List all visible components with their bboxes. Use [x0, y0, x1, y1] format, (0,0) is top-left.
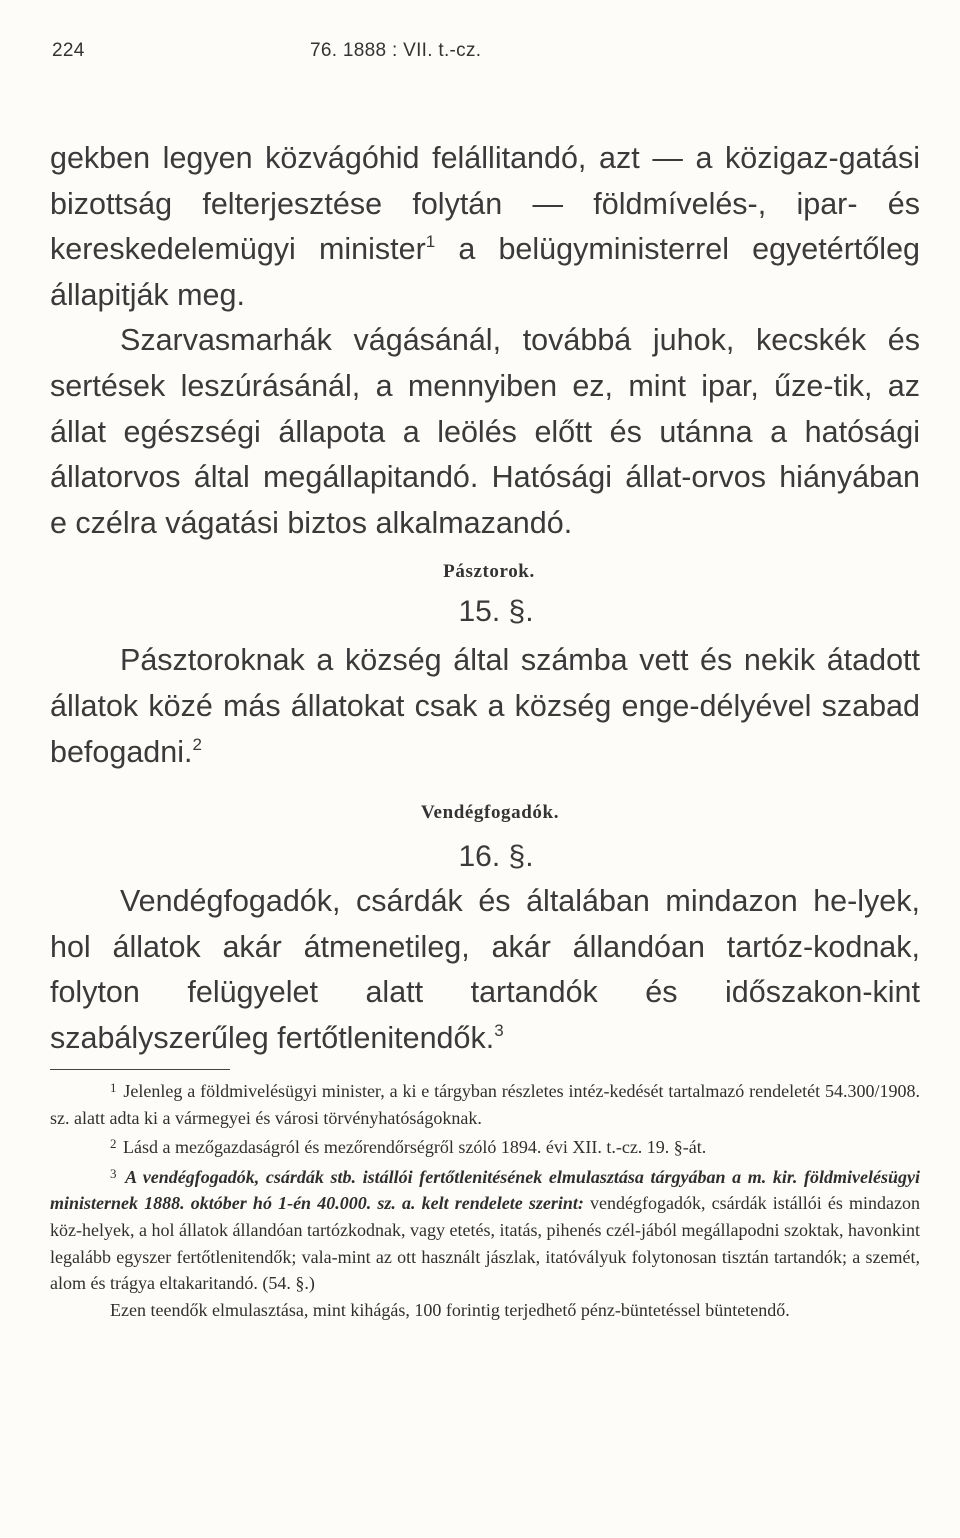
- section-number-16: 16. §.: [458, 840, 534, 874]
- paragraph-pasztorok: [50, 638, 920, 775]
- footnote-text: Lásd a mezőgazdaságról és mezőrendőrségről szóló 1894. évi XII. t.-cz. 19. §-át.: [123, 1137, 707, 1158]
- footnote-italic-citation: A vendégfogadók, csárdák stb. istállói fertőtlenitésének elmulasztása tárgyában a m. kir. földmivelésügyi ministernek 1888. október hó 1-én 40.000. sz. a. kelt rendelete szerint:: [50, 1166, 920, 1214]
- main-text: [50, 136, 920, 1062]
- footnote-3: [50, 1161, 920, 1297]
- footnote-divider: [50, 1069, 230, 1070]
- paragraph-vendegfogadok: [50, 879, 920, 1061]
- footnote-number: 1: [110, 1080, 117, 1095]
- paragraph-text: a belügyministerrel egyetértőleg állapitják meg.: [50, 232, 920, 312]
- paragraph-text: gekben legyen közvágóhid felállitandó, azt — a közigaz-gatási bizottság felterjesztése folytán — földmívelés-, ipar- és kereskedelemügyi minister: [50, 141, 920, 267]
- footnote-text: vendégfogadók, csárdák istállói és mindazon köz-helyek, a hol állatok állandóan tartózkodnak, vagy etetés, itatás, pihenés czél-jából megállapodni szoktak, havonkint legalább egyszer fertőtlenitendők; vala-mint az ott használt jászlak, itatóvályuk folytonosan tisztán tartandók; a szemét, alom és trágya eltakaritandó. (54. §.): [50, 1193, 921, 1294]
- paragraph-slaughter: Szarvasmarhák vágásánál, továbbá juhok, kecskék és sertések leszúrásánál, a mennyiben ez, mint ipar, űze-tik, az állat egészségi állapota a leölés előtt és utánna a hatósági állatorvos által megállapitandó. Hatósági állat-orvos hiányában e czélra vágatási biztos alkalmazandó.: [50, 323, 920, 540]
- footnotes: [50, 1075, 920, 1323]
- footnote-ref-1[interactable]: 1: [425, 232, 436, 252]
- footnote-number: 2: [110, 1136, 117, 1152]
- footnote-2: [50, 1131, 920, 1161]
- paragraph-text: Pásztoroknak a község által számba vett és nekik átadott állatok közé más állatokat csak a község enge-délyével szabad befogadni.: [50, 643, 920, 769]
- section-heading-pasztorok: Pásztorok.: [443, 561, 535, 583]
- footnote-text: Jelenleg a földmivelésügyi minister, a ki e tárgyban részletes intéz-kedését tartalmazó rendeletét 54.300/1908. sz. alatt adta ki a vármegyei és városi törvényhatóságoknak.: [50, 1081, 920, 1128]
- running-title: 76. 1888 : VII. t.-cz.: [310, 40, 482, 61]
- page-number: 224: [52, 40, 85, 61]
- footnote-1: [50, 1075, 920, 1131]
- section-number-15: 15. §.: [458, 595, 534, 629]
- footnote-ref-2[interactable]: 2: [192, 734, 202, 754]
- section-heading-vendegfogadok: Vendégfogadók.: [420, 802, 560, 824]
- paragraph-text: Vendégfogadók, csárdák és általában mindazon he-lyek, hol állatok akár átmenetileg, akár állandóan tartóz-kodnak, folyton felügyelet alatt tartandók és időszakon-kint szabályszerűleg fertőtlenitendők.: [50, 884, 920, 1055]
- paragraph-continuation: [50, 136, 920, 318]
- footnote-3-continuation: Ezen teendők elmulasztása, mint kihágás, 100 forintig terjedhető pénz-büntetéssel büntetendő.: [110, 1299, 790, 1320]
- footnote-ref-3[interactable]: 3: [494, 1020, 504, 1040]
- page-header: [52, 40, 908, 70]
- footnote-number: 3: [110, 1165, 117, 1181]
